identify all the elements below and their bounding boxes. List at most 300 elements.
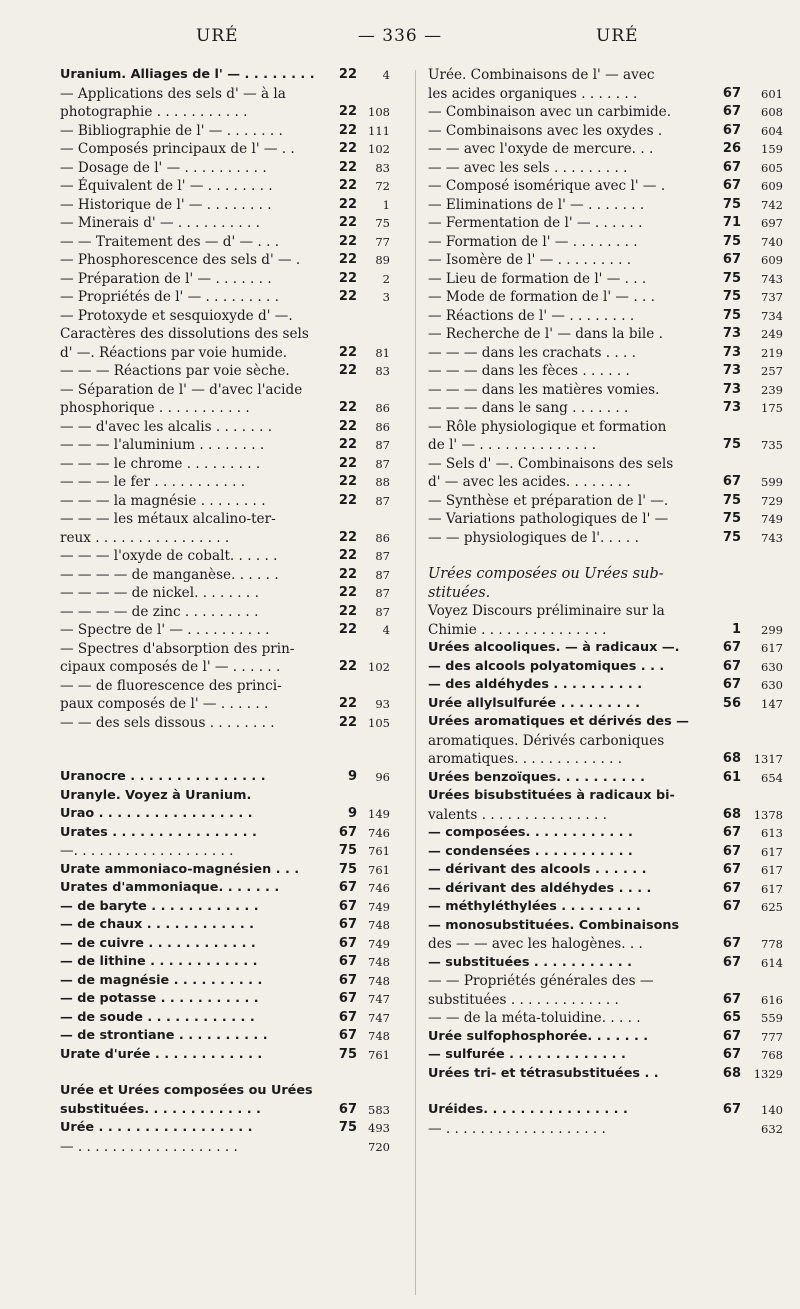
volume-number: 73 [722, 363, 741, 378]
volume-number: 68 [722, 806, 741, 822]
volume-number: 75 [722, 307, 741, 323]
page-reference: 89 [375, 253, 390, 267]
entry-text: — Séparation de l' — d'avec l'acide [60, 381, 303, 398]
index-entry [60, 381, 390, 400]
volume-number: 67 [722, 880, 741, 896]
index-entry [428, 695, 783, 714]
entry-text: — Eliminations de l' — . . . . . . . [428, 196, 645, 213]
index-entry [60, 473, 390, 492]
page-reference: 761 [368, 1047, 390, 1062]
index-entry [60, 307, 390, 326]
volume-number: 22 [338, 159, 357, 175]
index-entry [428, 861, 783, 880]
page-reference: 147 [761, 696, 783, 711]
volume-number: 67 [338, 824, 357, 840]
entry-text: — — — — de manganèse. . . . . . [60, 566, 279, 583]
page-reference: 747 [368, 992, 390, 1006]
entry-text: Uranocre . . . . . . . . . . . . . . . [60, 769, 266, 784]
index-entry [428, 1120, 783, 1139]
page-reference: 249 [761, 327, 783, 341]
index-entry [428, 233, 783, 252]
spacer [60, 750, 390, 768]
page-reference: 87 [375, 493, 390, 508]
volume-number: 67 [722, 122, 741, 138]
volume-number: 75 [338, 843, 357, 858]
entry-text: Urate d'urée . . . . . . . . . . . . [60, 1046, 263, 1062]
page-reference [357, 325, 390, 344]
entry-text: Urées aromatiques et dérivés des — [428, 714, 689, 729]
entry-text: Urée . . . . . . . . . . . . . . . . . [60, 1120, 253, 1135]
page-reference: 743 [761, 530, 783, 545]
volume-number: 22 [338, 363, 357, 378]
page-reference [741, 732, 783, 751]
entry-text: — — — l'aluminium . . . . . . . . [60, 437, 265, 453]
volume-number: 67 [722, 104, 741, 119]
volume-number: 73 [722, 326, 741, 341]
page-reference: 747 [368, 1010, 390, 1025]
entry-text: — de magnésie . . . . . . . . . . [60, 972, 263, 988]
volume-number [717, 972, 741, 991]
page-number: — 336 — [357, 26, 443, 46]
page-reference [357, 307, 390, 326]
entry-text: — . . . . . . . . . . . . . . . . . . . [428, 1120, 606, 1137]
index-entry [60, 492, 390, 511]
page-reference: 102 [368, 142, 390, 156]
entry-text: — — — les métaux alcalino-ter- [60, 511, 276, 527]
index-entry [428, 584, 783, 603]
entry-text: — monosubstituées. Combinaisons [428, 917, 680, 933]
volume-number: 67 [338, 1009, 357, 1025]
volume-number [717, 1120, 741, 1139]
index-entry [60, 510, 390, 529]
index-entry [428, 473, 783, 492]
volume-number [717, 732, 741, 751]
index-entry [428, 418, 783, 437]
index-entry [60, 196, 390, 215]
volume-number [333, 1138, 357, 1157]
volume-number: 73 [722, 400, 741, 415]
index-entry [60, 66, 390, 85]
entry-text: des — — avec les halogènes. . . [428, 936, 643, 952]
page-reference: 748 [368, 973, 390, 988]
index-entry [60, 677, 390, 696]
right-index-column [428, 66, 783, 1138]
volume-number: 67 [338, 1028, 357, 1043]
entry-text: Voyez Discours préliminaire sur la [428, 603, 665, 619]
index-entry [60, 603, 390, 622]
page-reference: 239 [761, 382, 783, 397]
volume-number: 75 [722, 492, 741, 508]
volume-number [717, 584, 741, 603]
index-entry [428, 824, 783, 843]
volume-number [333, 307, 357, 326]
page-reference: 83 [375, 364, 390, 378]
spacer [60, 732, 390, 750]
index-entry [428, 954, 783, 973]
volume-number [333, 640, 357, 659]
entry-text: d' — avec les acides. . . . . . . . [428, 474, 631, 490]
page-reference: 697 [761, 216, 783, 230]
page-reference: 75 [375, 216, 390, 230]
page-reference: 87 [375, 456, 390, 471]
page-reference: 617 [761, 641, 783, 655]
page-reference: 559 [761, 1011, 783, 1025]
page-reference: 604 [761, 123, 783, 138]
volume-number: 67 [722, 936, 741, 951]
index-entry [428, 991, 783, 1010]
page-reference: 749 [368, 936, 390, 951]
page-reference: 1317 [753, 752, 783, 766]
index-entry [428, 362, 783, 381]
entry-text: — Historique de l' — . . . . . . . . [60, 196, 272, 213]
page-reference: 105 [368, 715, 390, 730]
index-entry [60, 861, 390, 880]
page-reference: 87 [375, 604, 390, 619]
volume-number: 75 [338, 1046, 357, 1062]
entry-text: — — avec les sels . . . . . . . . . [428, 159, 628, 176]
index-entry [428, 307, 783, 326]
volume-number: 22 [338, 344, 357, 360]
index-entry [60, 824, 390, 843]
index-entry [428, 455, 783, 474]
volume-number: 67 [722, 474, 741, 489]
page-reference: 617 [761, 881, 783, 896]
page-reference: 616 [761, 992, 783, 1007]
page-reference: 630 [761, 678, 783, 692]
index-entry [60, 270, 390, 289]
page-reference: 140 [761, 1103, 783, 1117]
entry-text: — Mode de formation de l' — . . . [428, 289, 655, 305]
entry-text: — Synthèse et préparation de l' —. [428, 492, 669, 509]
index-entry [60, 399, 390, 418]
entry-text: — composées. . . . . . . . . . . . [428, 825, 633, 840]
volume-number: 68 [722, 751, 741, 766]
index-entry [428, 103, 783, 122]
entry-text: — dérivant des aldéhydes . . . . [428, 880, 652, 896]
entry-text: Urate ammoniaco-magnésien . . . [60, 861, 300, 877]
volume-number: 26 [722, 141, 741, 156]
page-reference: 86 [375, 530, 390, 545]
page-reference [741, 972, 783, 991]
page-reference: 625 [761, 900, 783, 914]
index-entry [428, 806, 783, 825]
volume-number: 22 [338, 585, 357, 600]
index-entry [428, 196, 783, 215]
index-entry [428, 1065, 783, 1084]
entry-text: — — d'avec les alcalis . . . . . . . [60, 418, 273, 435]
index-entry [428, 769, 783, 788]
entry-text: Uranyle. Voyez à Uranium. [60, 787, 252, 803]
entry-text: — Recherche de l' — dans la bile . [428, 326, 663, 342]
running-head-left: URÉ [196, 26, 239, 46]
page-reference [741, 455, 783, 474]
page-reference [741, 418, 783, 437]
entry-text: — — — l'oxyde de cobalt. . . . . . [60, 548, 278, 564]
entry-text: — de cuivre . . . . . . . . . . . . [60, 935, 256, 951]
entry-text: substituées. . . . . . . . . . . . . [60, 1101, 261, 1117]
index-entry [60, 122, 390, 141]
page-reference [357, 640, 390, 659]
volume-number: 22 [338, 659, 357, 674]
index-entry [60, 842, 390, 861]
volume-number: 22 [338, 566, 357, 582]
entry-text: — méthyléthylées . . . . . . . . . [428, 899, 641, 914]
index-entry [60, 1082, 390, 1101]
volume-number: 73 [722, 344, 741, 360]
page-reference: 111 [368, 123, 390, 138]
index-entry [428, 713, 783, 732]
entry-text: Urées composées ou Urées sub- [428, 566, 664, 582]
volume-number: 9 [347, 806, 357, 821]
page-reference: 86 [375, 401, 390, 415]
entry-text: — . . . . . . . . . . . . . . . . . . . [60, 1138, 238, 1155]
volume-number: 67 [722, 1102, 741, 1117]
volume-number [333, 85, 357, 104]
volume-number [333, 677, 357, 696]
index-entry [60, 177, 390, 196]
page-reference: 1 [382, 197, 390, 212]
entry-text: — — Propriétés générales des — [428, 973, 654, 989]
page-reference [357, 510, 390, 529]
entry-text: d' —. Réactions par voie humide. [60, 344, 288, 361]
index-entry [60, 658, 390, 677]
page-reference: 87 [375, 549, 390, 563]
index-entry [428, 510, 783, 529]
index-entry [428, 880, 783, 899]
entry-text: — Applications des sels d' — à la [60, 85, 286, 102]
index-entry [60, 621, 390, 640]
spacer [428, 1083, 783, 1101]
index-entry [60, 325, 390, 344]
page-reference [741, 66, 783, 85]
entry-text: Urates . . . . . . . . . . . . . . . . [60, 824, 257, 840]
page-reference: 583 [368, 1102, 390, 1117]
page-reference [741, 565, 783, 584]
page-reference: 219 [761, 345, 783, 360]
entry-text: — Composé isomérique avec l' — . [428, 178, 666, 194]
index-entry [60, 1046, 390, 1065]
entry-text: Urée et Urées composées ou Urées [60, 1083, 313, 1098]
volume-number: 22 [338, 418, 357, 434]
index-entry [428, 732, 783, 751]
index-entry [60, 1138, 390, 1157]
index-entry [60, 455, 390, 474]
volume-number: 22 [338, 196, 357, 212]
page-reference [741, 584, 783, 603]
page-reference: 748 [368, 918, 390, 932]
page-reference: 1329 [753, 1066, 783, 1081]
entry-text: les acides organiques . . . . . . . [428, 85, 638, 102]
page-reference: 87 [375, 567, 390, 582]
volume-number: 22 [338, 714, 357, 730]
volume-number: 75 [722, 233, 741, 249]
entry-text: — — — le chrome . . . . . . . . . [60, 455, 261, 472]
volume-number: 67 [722, 252, 741, 267]
volume-number: 67 [338, 935, 357, 951]
index-entry [428, 399, 783, 418]
page-reference: 102 [368, 660, 390, 674]
entry-text: Urao . . . . . . . . . . . . . . . . . [60, 806, 253, 821]
entry-text: — dérivant des alcools . . . . . . [428, 862, 647, 877]
volume-number: 56 [722, 695, 741, 711]
volume-number: 67 [338, 898, 357, 914]
volume-number: 67 [338, 991, 357, 1006]
volume-number: 22 [338, 696, 357, 711]
volume-number: 22 [338, 529, 357, 545]
volume-number: 68 [722, 1065, 741, 1081]
index-entry [60, 85, 390, 104]
entry-text: — Spectres d'absorption des prin- [60, 640, 295, 657]
index-entry [60, 1027, 390, 1046]
volume-number: 22 [338, 178, 357, 193]
entry-text: — — de fluorescence des princi- [60, 677, 282, 694]
volume-number: 67 [722, 899, 741, 914]
index-entry [428, 177, 783, 196]
page-reference: 746 [368, 881, 390, 895]
index-entry [60, 251, 390, 270]
page-reference: 748 [368, 955, 390, 969]
volume-number: 1 [731, 621, 741, 637]
volume-number: 75 [722, 511, 741, 526]
entry-text: — condensées . . . . . . . . . . . [428, 843, 633, 859]
entry-text: — Réactions de l' — . . . . . . . . [428, 307, 635, 324]
entry-text: — Isomère de l' — . . . . . . . . . [428, 252, 632, 268]
column-divider [415, 70, 416, 1295]
volume-number [717, 66, 741, 85]
entry-text: — de strontiane . . . . . . . . . . [60, 1028, 268, 1043]
page-reference: 608 [761, 105, 783, 119]
volume-number: 67 [722, 85, 741, 101]
page-reference [741, 917, 783, 936]
entry-text: — Rôle physiologique et formation [428, 418, 667, 435]
volume-number: 67 [722, 862, 741, 877]
entry-text: — Bibliographie de l' — . . . . . . . [60, 122, 283, 139]
page-reference: 740 [761, 234, 783, 249]
entry-text: — Dosage de l' — . . . . . . . . . . [60, 159, 267, 176]
index-entry [428, 288, 783, 307]
index-entry [60, 362, 390, 381]
page-reference: 2 [382, 271, 390, 286]
index-entry [428, 529, 783, 548]
page-reference: 77 [375, 234, 390, 249]
entry-text: — Lieu de formation de l' — . . . [428, 270, 647, 287]
entry-text: — Préparation de l' — . . . . . . . [60, 270, 272, 287]
volume-number: 75 [722, 437, 741, 452]
volume-number [333, 1082, 357, 1101]
page-reference: 632 [761, 1121, 783, 1136]
volume-number: 22 [338, 622, 357, 637]
volume-number: 22 [338, 437, 357, 452]
page-reference: 761 [368, 862, 390, 877]
page-reference: 743 [761, 271, 783, 286]
page-reference: 81 [375, 345, 390, 360]
index-entry [428, 344, 783, 363]
index-entry [60, 787, 390, 806]
entry-text: Urée sulfophosphorée. . . . . . . [428, 1028, 649, 1044]
page-reference [741, 787, 783, 806]
page-reference: 737 [761, 290, 783, 304]
index-entry [428, 251, 783, 270]
page-reference: 86 [375, 419, 390, 434]
index-entry [60, 214, 390, 233]
page-reference [741, 713, 783, 732]
entry-text: — substituées . . . . . . . . . . . [428, 954, 632, 970]
page-reference [741, 602, 783, 621]
index-entry [428, 270, 783, 289]
index-entry [428, 917, 783, 936]
volume-number [333, 510, 357, 529]
entry-text: Urée allylsulfurée . . . . . . . . . [428, 695, 640, 711]
volume-number: 67 [722, 159, 741, 175]
index-entry [60, 898, 390, 917]
volume-number [717, 418, 741, 437]
index-entry [60, 288, 390, 307]
index-entry [60, 1119, 390, 1138]
volume-number: 22 [338, 400, 357, 415]
entry-text: — — des sels dissous . . . . . . . . [60, 714, 275, 731]
entry-text: Uranium. Alliages de l' — . . . . . . . . [60, 67, 315, 82]
entry-text: Urées benzoïques. . . . . . . . . . [428, 769, 645, 785]
page-reference: 299 [761, 622, 783, 637]
volume-number: 75 [722, 529, 741, 545]
volume-number: 75 [722, 270, 741, 286]
index-entry [60, 233, 390, 252]
entry-text: — sulfurée . . . . . . . . . . . . . [428, 1047, 626, 1062]
page-reference: 720 [368, 1139, 390, 1154]
index-entry [60, 640, 390, 659]
entry-text: — de soude . . . . . . . . . . . . [60, 1009, 255, 1025]
entry-text: Uréides. . . . . . . . . . . . . . . . [428, 1102, 628, 1117]
page-reference: 749 [368, 899, 390, 914]
page-reference: 761 [368, 844, 390, 858]
volume-number: 61 [722, 769, 741, 785]
volume-number: 67 [338, 917, 357, 932]
entry-text: — — — — de nickel. . . . . . . . [60, 585, 259, 601]
running-head-right: URÉ [596, 26, 639, 46]
page-reference [357, 85, 390, 104]
volume-number: 22 [338, 215, 357, 230]
index-entry [60, 990, 390, 1009]
index-entry [60, 695, 390, 714]
volume-number: 75 [338, 1120, 357, 1135]
index-entry [428, 843, 783, 862]
entry-text: — — — le fer . . . . . . . . . . . [60, 474, 246, 490]
index-entry [428, 898, 783, 917]
index-entry [60, 584, 390, 603]
index-entry [60, 547, 390, 566]
index-entry [60, 529, 390, 548]
index-entry [428, 436, 783, 455]
entry-text: — Variations pathologiques de l' — [428, 511, 669, 527]
entry-text: — Formation de l' — . . . . . . . . [428, 233, 638, 250]
index-entry [60, 1009, 390, 1028]
entry-text: — Phosphorescence des sels d' — . [60, 252, 301, 268]
page-reference: 749 [761, 512, 783, 526]
entry-text: — de baryte . . . . . . . . . . . . [60, 898, 259, 914]
entry-text: phosphorique . . . . . . . . . . . [60, 400, 250, 416]
spacer [60, 1064, 390, 1082]
volume-number: 67 [338, 972, 357, 988]
volume-number [333, 325, 357, 344]
page-reference: 4 [382, 68, 390, 82]
volume-number: 67 [338, 954, 357, 969]
volume-number: 67 [338, 880, 357, 895]
entry-text: — — — dans les crachats . . . . [428, 344, 636, 361]
entry-text: — Fermentation de l' — . . . . . . [428, 215, 643, 231]
index-entry [428, 140, 783, 159]
page-reference: 175 [761, 401, 783, 415]
volume-number [717, 565, 741, 584]
